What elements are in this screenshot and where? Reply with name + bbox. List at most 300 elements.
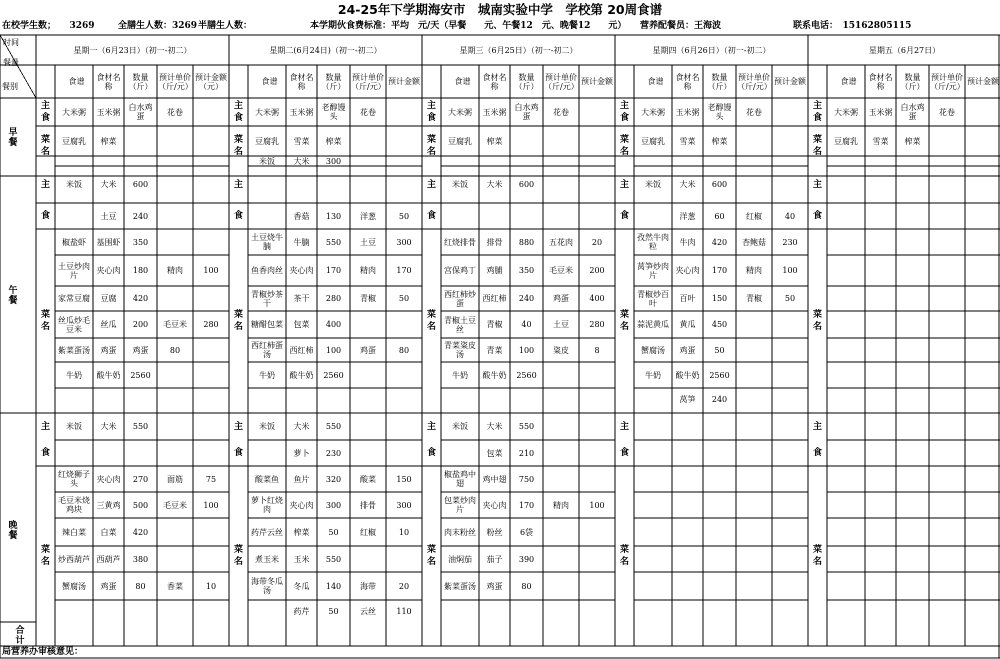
lunch-staple-1-d1: 大米	[100, 180, 117, 189]
dinner-staple-2-d3: 550	[518, 422, 535, 431]
col-header-ingredient-1: 食材名称	[96, 72, 121, 91]
col-header-dish-4: 食谱	[647, 77, 664, 86]
breakfast-dish-1-d4: 雪菜	[679, 136, 696, 146]
label-dinner-shi-2: 食	[233, 448, 243, 458]
lunch-staple-0-d3: 米饭	[452, 180, 468, 189]
dinner-row2-c2-d2: 50	[328, 527, 339, 537]
breakfast-staple-3-d1: 花卷	[167, 107, 183, 117]
dinner-row1-c4-d2: 300	[396, 500, 412, 510]
lunch-row4-c2-d3: 100	[518, 345, 535, 355]
lunch-row1-c3-d1: 精肉	[167, 266, 183, 275]
lunch-row1-c4-d3: 200	[589, 266, 605, 275]
label-lunch-zhu-4: 主	[619, 179, 629, 190]
dinner-row0-c4-d2: 150	[396, 474, 412, 484]
dinner-row0-c4-d1: 75	[205, 474, 217, 484]
lunch-row3-c1-d1: 丝瓜	[100, 320, 117, 329]
dinner-staple-2-d1: 550	[132, 422, 149, 431]
dinner-row0-c1-d3: 鸡中翅	[482, 474, 507, 484]
lunch-row1-c3-d3: 毛豆米	[549, 266, 573, 275]
lunch-row4-c4-d2: 80	[398, 345, 410, 355]
dinner-row0-c0-d1: 红烧狮子头	[58, 470, 90, 488]
dinner-row2-c1-d2: 榨菜	[293, 527, 310, 537]
label-lunch-dish-5: 菜名	[812, 310, 822, 332]
lunch-row1-c4-d4: 100	[782, 266, 798, 275]
lunch-row0-c4-d4: 230	[782, 237, 798, 247]
col-header-amount-4: 预计金额	[774, 77, 806, 86]
lunch-row2-c1-d2: 茶干	[293, 294, 310, 303]
lunch-row5-c2-d3: 2560	[516, 370, 537, 380]
lunch-row1-c3-d2: 精肉	[360, 266, 376, 275]
breakfast-staple-2-d1: 白水鸡蛋	[128, 103, 153, 121]
lunch-row5-c1-d3: 酸牛奶	[482, 370, 507, 380]
label-dinner-zhu-4: 主	[619, 421, 629, 432]
lunch-row0-c3-d3: 五花肉	[549, 237, 573, 247]
col-header-ingredient-5: 食材名称	[868, 72, 893, 91]
dinner-row1-c0-d1: 毛豆米烧鸡块	[58, 496, 90, 514]
lunch-staple2-3-d4: 40	[784, 211, 796, 221]
col-header-ingredient-2: 食材名称	[289, 72, 314, 91]
lunch-row1-c3-d4: 精肉	[746, 266, 762, 275]
lunch-row2-c0-d4: 青椒炒百叶	[637, 289, 669, 308]
lunch-staple2-3-d2: 50	[398, 211, 410, 221]
meal-lunch-label: 午餐	[6, 284, 17, 305]
dinner-staple2-0-d2: 萝卜	[293, 448, 310, 458]
lunch-row2-c3-d3: 鸡蛋	[553, 294, 569, 303]
lunch-staple-1-d3: 大米	[486, 180, 503, 189]
breakfast-staple-2-d2: 老醇馒头	[321, 103, 346, 121]
lunch-row0-c4-d3: 20	[591, 237, 603, 247]
label-dinner-zhu-3: 主	[426, 421, 436, 432]
dinner-row1-c1-d3: 夹心肉	[482, 500, 507, 510]
lunch-row4-c0-d2: 西红柿蛋汤	[251, 341, 283, 359]
lunch-staple2-0-d1: 土豆	[100, 211, 117, 221]
label-lunch-dish-3: 菜名	[426, 310, 436, 332]
corner-meal-label: 餐别	[2, 81, 18, 91]
corner-quantity-label: 餐量	[3, 57, 19, 67]
dinner-row0-c1-d2: 鱼片	[293, 474, 310, 484]
label-breakfast-dish-2: 菜名	[233, 135, 243, 157]
lunch-row2-c2-d4: 150	[711, 294, 728, 303]
lunch-row0-c1-d3: 排骨	[486, 237, 503, 247]
lunch-row3-c2-d4: 450	[711, 320, 728, 329]
lunch-staple2-0-d2: 香菇	[293, 211, 310, 221]
lunch-row2-c0-d2: 青椒炒茶干	[251, 289, 283, 308]
col-header-quantity-5: 数量（斤）	[900, 72, 925, 91]
label-lunch-shi-5: 食	[812, 211, 822, 221]
breakfast-dish-2-d2: 榨菜	[325, 136, 342, 146]
label-breakfast-staple-3: 主食	[426, 101, 436, 123]
label-dinner-zhu-5: 主	[812, 421, 822, 432]
lunch-staple2-2-d4: 红椒	[746, 211, 762, 221]
col-header-dish-3: 食谱	[454, 77, 471, 86]
dinner-row1-c3-d1: 毛豆米	[163, 500, 187, 510]
label-breakfast-staple-5: 主食	[812, 101, 822, 123]
lunch-row1-c2-d1: 180	[132, 266, 149, 275]
dinner-staple-0-d3: 米饭	[452, 422, 468, 431]
col-header-amount-5: 预计金额	[967, 77, 999, 86]
dinner-row0-c0-d3: 椒盐鸡中翅	[444, 470, 476, 488]
breakfast-dish-0-d5: 豆腐乳	[834, 136, 858, 146]
dinner-row3-c1-d2: 玉米	[293, 554, 310, 564]
dinner-row3-c0-d1: 炒西葫芦	[58, 554, 90, 564]
dinner-row2-c2-d1: 420	[132, 527, 149, 537]
dinner-staple2-1-d2: 230	[325, 448, 342, 458]
lunch-row4-c1-d2: 西红柿	[289, 345, 314, 355]
label-breakfast-staple-2: 主食	[233, 101, 243, 123]
lunch-staple-2-d3: 600	[518, 180, 535, 189]
label-lunch-zhu-2: 主	[233, 179, 243, 190]
col-header-price-5: 预计单价（斤/元）	[930, 72, 965, 91]
dinner-staple-2-d2: 550	[325, 422, 342, 431]
lunch-row2-c4-d2: 50	[398, 294, 410, 303]
dinner-row5-c3-d2: 云丝	[360, 606, 376, 616]
dinner-row3-c2-d1: 380	[132, 554, 149, 564]
breakfast-dish-0-d3: 豆腐乳	[448, 136, 472, 146]
lunch-row1-c1-d3: 鸡脯	[486, 266, 503, 275]
col-header-price-4: 预计单价（斤/元）	[737, 72, 772, 91]
label-dinner-shi-3: 食	[426, 448, 436, 458]
lunch-row0-c0-d4: 孜然牛肉粒	[637, 233, 669, 251]
lunch-row3-c0-d1: 丝瓜炒毛豆米	[58, 315, 90, 334]
label-lunch-dish-4: 菜名	[619, 310, 629, 332]
lunch-row3-c0-d4: 蒜泥黄瓜	[637, 320, 669, 329]
dinner-row1-c3-d3: 精肉	[553, 500, 569, 510]
label-breakfast-dish-5: 菜名	[812, 135, 822, 157]
lunch-row0-c3-d4: 杏鲍菇	[742, 237, 766, 247]
label-lunch-dish-2: 菜名	[233, 310, 243, 332]
lunch-row0-c2-d1: 350	[132, 237, 149, 247]
col-header-amount-3: 预计金额	[581, 77, 613, 86]
lunch-row5-c0-d1: 牛奶	[66, 370, 82, 380]
lunch-row4-c3-d3: 粢皮	[553, 345, 569, 355]
lunch-row0-c0-d3: 红烧排骨	[444, 237, 476, 247]
lunch-row2-c4-d3: 400	[589, 294, 605, 303]
lunch-staple2-1-d1: 240	[132, 211, 149, 221]
dinner-row1-c0-d3: 包菜炒肉片	[444, 496, 476, 514]
lunch-row2-c3-d4: 青椒	[746, 294, 762, 303]
col-header-price-2: 预计单价（斤/元）	[351, 72, 386, 91]
dinner-row2-c0-d2: 药芹云丝	[251, 527, 283, 537]
page-title: 24-25年下学期海安市 城南实验中学 学校第 20周食谱	[337, 2, 663, 17]
breakfast-staple-0-d4: 大米粥	[641, 107, 665, 117]
full-board-count: 全膳生人数：3269	[118, 21, 198, 31]
dinner-row1-c1-d1: 三黄鸡	[96, 500, 121, 510]
dinner-row4-c0-d3: 紫菜蛋汤	[444, 581, 476, 591]
lunch-row4-c3-d1: 80	[169, 345, 181, 355]
lunch-row4-c2-d1: 鸡蛋	[132, 345, 149, 355]
label-lunch-zhu-3: 主	[426, 179, 436, 190]
lunch-row2-c1-d3: 西红柿	[482, 294, 507, 303]
breakfast-staple-1-d4: 玉米粥	[675, 107, 700, 117]
lunch-row0-c3-d2: 土豆	[360, 237, 376, 247]
meal-breakfast-label: 早餐	[6, 127, 17, 147]
lunch-row5-c2-d4: 2560	[709, 370, 730, 380]
lunch-row4-c3-d2: 鸡蛋	[360, 345, 376, 355]
meal-total-label: 合计	[13, 625, 24, 645]
dinner-row1-c1-d2: 夹心肉	[289, 500, 314, 510]
corner-time-label: 时间	[3, 37, 19, 47]
breakfast-dish-2-d4: 榨菜	[711, 136, 728, 146]
lunch-row5-c0-d3: 牛奶	[452, 370, 468, 380]
dinner-row4-c0-d2: 海带冬瓜汤	[251, 577, 283, 595]
breakfast-extra-0-d2: 米饭	[259, 156, 275, 166]
day-header-4: 星期四（6月26日）（初一-初二）	[652, 45, 771, 55]
col-header-quantity-4: 数量（斤）	[707, 72, 732, 91]
breakfast-staple-3-d4: 花卷	[746, 107, 762, 117]
label-breakfast-dish-4: 菜名	[619, 135, 629, 157]
col-header-dish-5: 食谱	[840, 77, 857, 86]
label-dinner-dish-3: 菜名	[426, 545, 436, 567]
lunch-row1-c1-d2: 夹心肉	[289, 266, 314, 275]
day-header-5: 星期五（6月27日）	[868, 45, 941, 55]
breakfast-dish-2-d5: 榨菜	[904, 136, 921, 146]
dinner-row4-c1-d2: 冬瓜	[293, 581, 310, 591]
lunch-row2-c4-d4: 50	[784, 294, 796, 303]
lunch-staple-1-d4: 大米	[679, 180, 696, 189]
breakfast-dish-1-d5: 雪菜	[872, 136, 889, 146]
breakfast-dish-1-d2: 雪菜	[293, 136, 310, 146]
label-lunch-dish-1: 菜名	[40, 310, 50, 332]
dinner-row2-c0-d1: 辣白菜	[62, 527, 86, 537]
col-header-ingredient-3: 食材名称	[482, 72, 507, 91]
lunch-row3-c1-d2: 包菜	[293, 320, 310, 329]
dinner-row0-c3-d2: 酸菜	[360, 474, 376, 484]
col-header-amount-1: 预计金额（元）	[195, 72, 227, 91]
dinner-row2-c1-d1: 白菜	[100, 527, 117, 537]
dinner-row1-c2-d3: 170	[518, 500, 535, 510]
lunch-row5-c1-d2: 酸牛奶	[289, 370, 314, 380]
lunch-row4-c0-d1: 紫菜蛋汤	[58, 345, 90, 355]
label-breakfast-dish-3: 菜名	[426, 135, 436, 157]
lunch-row3-c1-d4: 黄瓜	[679, 320, 696, 329]
dinner-row1-c4-d1: 100	[203, 500, 219, 510]
breakfast-staple-3-d3: 花卷	[553, 107, 569, 117]
dinner-row4-c3-d1: 香菜	[167, 581, 183, 591]
lunch-row4-c2-d4: 50	[714, 345, 725, 355]
lunch-row0-c1-d1: 基围虾	[96, 237, 121, 247]
breakfast-dish-1-d1: 榨菜	[100, 136, 117, 146]
dinner-row1-c4-d3: 100	[589, 500, 605, 510]
review-opinion-label: 局营养办审核意见：	[2, 647, 84, 657]
lunch-row6-c2-d4: 240	[711, 394, 728, 404]
lunch-row2-c3-d2: 青椒	[360, 294, 376, 303]
lunch-row1-c0-d4: 莴笋炒肉片	[637, 261, 669, 280]
label-dinner-zhu-2: 主	[233, 421, 243, 432]
breakfast-staple-1-d3: 玉米粥	[482, 107, 507, 117]
lunch-row6-c1-d4: 莴笋	[679, 394, 696, 404]
dinner-row4-c0-d1: 蟹腐汤	[62, 581, 86, 591]
label-dinner-dish-5: 菜名	[812, 545, 822, 567]
lunch-row1-c1-d1: 夹心肉	[96, 266, 121, 275]
col-header-price-1: 预计单价（斤/元）	[158, 72, 193, 91]
dinner-row4-c1-d3: 鸡蛋	[486, 581, 503, 591]
lunch-row5-c2-d1: 2560	[130, 370, 151, 380]
dinner-row0-c0-d2: 酸菜鱼	[255, 474, 279, 484]
label-lunch-zhu-5: 主	[812, 179, 822, 190]
lunch-row2-c2-d2: 280	[325, 294, 342, 303]
lunch-row0-c2-d2: 550	[325, 237, 342, 247]
lunch-row1-c0-d2: 鱼香肉丝	[251, 266, 283, 275]
lunch-row3-c2-d1: 200	[132, 320, 149, 329]
dinner-staple-0-d1: 米饭	[66, 422, 82, 431]
lunch-row2-c1-d4: 百叶	[679, 294, 696, 303]
label-lunch-zhu-1: 主	[40, 179, 50, 190]
dinner-staple-1-d3: 大米	[486, 422, 503, 431]
label-dinner-shi-5: 食	[812, 448, 822, 458]
lunch-row5-c1-d1: 酸牛奶	[96, 370, 121, 380]
col-header-dish-2: 食谱	[261, 77, 278, 86]
lunch-row5-c1-d4: 酸牛奶	[675, 370, 700, 380]
label-breakfast-staple-4: 主食	[619, 101, 629, 123]
label-dinner-dish-4: 菜名	[619, 545, 629, 567]
lunch-row3-c0-d3: 青椒土豆丝	[444, 315, 476, 334]
lunch-row0-c2-d3: 880	[518, 237, 535, 247]
dinner-row0-c1-d1: 夹心肉	[96, 474, 121, 484]
breakfast-staple-1-d5: 玉米粥	[868, 107, 893, 117]
label-dinner-shi-1: 食	[40, 448, 50, 458]
lunch-row3-c1-d3: 青椒	[486, 320, 503, 329]
dinner-row5-c2-d2: 50	[328, 606, 339, 616]
dinner-row5-c4-d2: 110	[396, 606, 412, 616]
lunch-row2-c0-d1: 家常豆腐	[58, 294, 90, 303]
lunch-row1-c2-d2: 170	[325, 266, 342, 275]
dinner-staple-0-d2: 米饭	[259, 422, 275, 431]
lunch-row3-c0-d2: 糖醋包菜	[251, 320, 283, 329]
dinner-row2-c3-d2: 红椒	[360, 527, 376, 537]
dinner-row4-c2-d1: 80	[135, 581, 146, 591]
lunch-row4-c1-d3: 青菜	[486, 345, 503, 355]
label-dinner-shi-4: 食	[619, 448, 629, 458]
dinner-row5-c1-d2: 药芹	[293, 606, 310, 616]
lunch-staple-2-d1: 600	[132, 180, 149, 189]
lunch-row0-c0-d1: 椒盐虾	[62, 237, 86, 247]
day-header-3: 星期三（6月25日）（初一-初二）	[459, 45, 578, 55]
dinner-row1-c2-d2: 300	[325, 500, 342, 510]
breakfast-extra-1-d2: 大米	[293, 156, 310, 166]
lunch-row1-c0-d1: 土豆炒肉片	[58, 261, 90, 280]
breakfast-staple-2-d3: 白水鸡蛋	[514, 103, 539, 121]
lunch-row4-c1-d4: 鸡蛋	[679, 345, 696, 355]
col-header-quantity-2: 数量（斤）	[321, 72, 346, 91]
lunch-staple2-1-d2: 130	[325, 211, 342, 221]
dinner-row4-c1-d1: 鸡蛋	[100, 581, 117, 591]
dinner-row1-c0-d2: 萝卜红烧肉	[251, 496, 283, 514]
lunch-row4-c1-d1: 鸡蛋	[100, 345, 117, 355]
label-lunch-shi-4: 食	[619, 211, 629, 221]
lunch-row0-c4-d2: 300	[396, 237, 412, 247]
lunch-row1-c2-d3: 350	[518, 266, 535, 275]
dietitian: 营养配餐员：王海波	[640, 21, 722, 31]
lunch-row2-c1-d1: 豆腐	[100, 294, 117, 303]
col-header-quantity-1: 数量（斤）	[128, 72, 153, 91]
col-header-dish-1: 食谱	[68, 77, 85, 86]
dinner-row3-c2-d2: 550	[325, 554, 342, 564]
lunch-row4-c0-d3: 青菜粢皮汤	[444, 341, 476, 359]
lunch-row5-c0-d4: 牛奶	[645, 370, 661, 380]
lunch-row3-c3-d3: 土豆	[553, 320, 569, 329]
lunch-row1-c1-d4: 夹心肉	[675, 266, 700, 275]
breakfast-staple-2-d4: 老醇馒头	[707, 103, 732, 121]
lunch-staple2-2-d2: 洋葱	[360, 211, 376, 221]
fee-standard: 本学期伙食费标准：平均 元/天（早餐 元、午餐12 元、晚餐12 元）	[310, 21, 627, 31]
breakfast-staple-0-d1: 大米粥	[62, 107, 86, 117]
lunch-row0-c0-d2: 土豆烧牛腩	[251, 233, 283, 251]
breakfast-staple-0-d2: 大米粥	[255, 107, 279, 117]
lunch-staple-2-d4: 600	[711, 180, 728, 189]
label-lunch-shi-2: 食	[233, 211, 243, 221]
breakfast-staple-1-d2: 玉米粥	[289, 107, 314, 117]
dinner-row3-c1-d1: 西葫芦	[96, 554, 121, 564]
lunch-row1-c2-d4: 170	[711, 266, 728, 275]
lunch-row3-c2-d3: 40	[521, 320, 532, 329]
breakfast-dish-1-d3: 榨菜	[486, 136, 503, 146]
half-board-count: 半膳生人数：	[198, 21, 253, 31]
dinner-row0-c3-d1: 面筋	[167, 474, 183, 484]
col-header-quantity-3: 数量（斤）	[514, 72, 539, 91]
student-count: 在校学生数； 3269	[2, 21, 95, 31]
dinner-staple2-1-d3: 210	[518, 448, 535, 458]
lunch-row3-c4-d3: 280	[589, 320, 605, 329]
dinner-row0-c2-d3: 750	[518, 474, 535, 484]
breakfast-staple-3-d5: 花卷	[939, 107, 955, 117]
breakfast-extra-2-d2: 300	[325, 156, 342, 166]
lunch-row1-c4-d2: 170	[396, 266, 412, 275]
breakfast-staple-2-d5: 白水鸡蛋	[900, 103, 925, 121]
lunch-row2-c2-d3: 240	[518, 294, 535, 303]
lunch-staple-0-d4: 米饭	[645, 180, 661, 189]
dinner-row4-c2-d3: 80	[521, 581, 532, 591]
dinner-row3-c0-d2: 煮玉米	[255, 554, 279, 564]
lunch-row5-c2-d2: 2560	[323, 370, 344, 380]
contact-phone: 联系电话： 15162805115	[793, 21, 912, 31]
dinner-row3-c1-d3: 茄子	[486, 554, 503, 564]
lunch-row2-c2-d1: 420	[132, 294, 149, 303]
breakfast-dish-0-d2: 豆腐乳	[255, 136, 279, 146]
breakfast-staple-1-d1: 玉米粥	[96, 107, 121, 117]
lunch-row5-c0-d2: 牛奶	[259, 370, 275, 380]
lunch-row3-c3-d1: 毛豆米	[163, 320, 187, 329]
lunch-staple2-0-d4: 洋葱	[679, 211, 696, 221]
lunch-staple2-1-d4: 60	[714, 211, 725, 221]
label-lunch-shi-3: 食	[426, 211, 436, 221]
lunch-row4-c0-d4: 蟹腐汤	[641, 345, 665, 355]
dinner-staple2-0-d3: 包菜	[486, 448, 503, 458]
col-header-price-3: 预计单价（斤/元）	[544, 72, 579, 91]
dinner-row3-c0-d3: 油焖茄	[448, 554, 472, 564]
breakfast-staple-3-d2: 花卷	[360, 107, 376, 117]
label-breakfast-staple-1: 主食	[40, 101, 50, 123]
dinner-row2-c1-d3: 粉丝	[486, 527, 503, 537]
breakfast-staple-0-d3: 大米粥	[448, 107, 472, 117]
lunch-row3-c4-d1: 280	[203, 320, 219, 329]
dinner-row2-c2-d3: 6袋	[519, 527, 534, 537]
dinner-row4-c3-d2: 海带	[360, 581, 376, 591]
day-header-1: 星期一（6月23日）（初一-初二）	[73, 45, 192, 55]
lunch-row1-c4-d1: 100	[203, 266, 219, 275]
meal-dinner-label: 晚餐	[6, 519, 17, 540]
lunch-row4-c2-d2: 100	[325, 345, 342, 355]
label-lunch-shi-1: 食	[40, 211, 50, 221]
lunch-staple-0-d1: 米饭	[66, 180, 82, 189]
dinner-row4-c4-d1: 10	[205, 581, 217, 591]
lunch-row1-c0-d3: 宫保鸡丁	[444, 266, 476, 275]
col-header-ingredient-4: 食材名称	[675, 72, 700, 91]
lunch-row4-c4-d3: 8	[594, 345, 600, 355]
label-dinner-dish-2: 菜名	[233, 545, 243, 567]
day-header-2: 星期二(6月24日)（初一-初二）	[269, 45, 382, 55]
dinner-row1-c2-d1: 500	[132, 500, 149, 510]
lunch-row2-c0-d3: 西红柿炒蛋	[444, 289, 476, 308]
